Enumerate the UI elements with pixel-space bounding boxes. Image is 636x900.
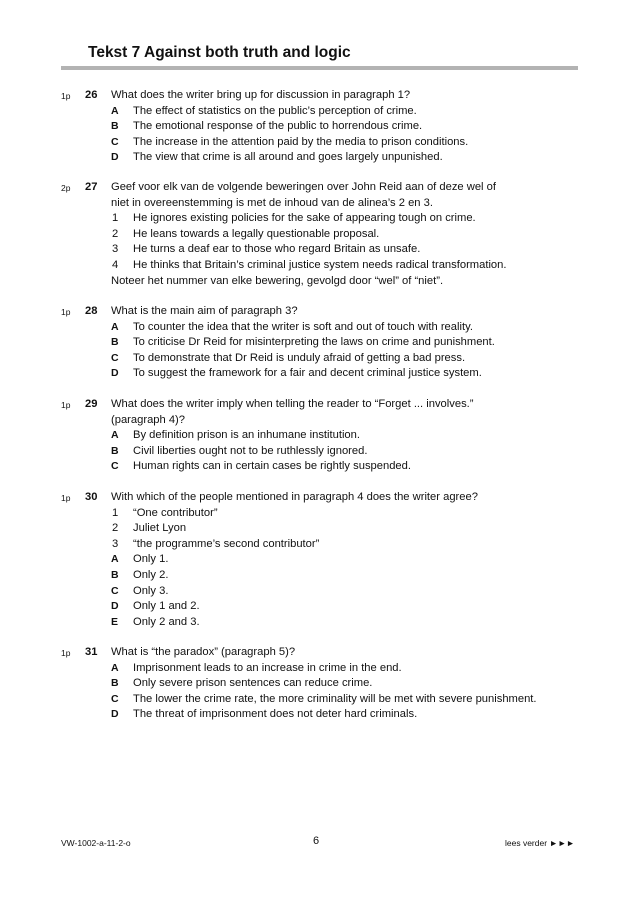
- question-number: 30: [85, 491, 98, 503]
- question-points: 1p: [61, 648, 71, 658]
- option-d: D The view that crime is all around and goes largely unpunished.: [111, 151, 443, 164]
- question-number: 31: [85, 646, 98, 658]
- question-points: 1p: [61, 91, 71, 101]
- question-number: 26: [85, 89, 98, 101]
- statement-4: 4 He thinks that Britain’s criminal justice system needs radical transformation.: [112, 258, 507, 271]
- statement-2: 2 He leans towards a legally questionable proposal.: [112, 227, 380, 240]
- question-stem-line: What does the writer imply when telling the reader to “Forget ... involves.”: [111, 398, 474, 410]
- statement-1: 1 He ignores existing policies for the sake of appearing tough on crime.: [112, 212, 476, 225]
- statement-3: 3 He turns a deaf ear to those who regard Britain as unsafe.: [112, 243, 421, 256]
- person-2: 2 Juliet Lyon: [112, 522, 187, 535]
- question-stem: What is the main aim of paragraph 3?: [111, 305, 298, 317]
- person-3: 3 “the programme’s second contributor”: [112, 537, 320, 550]
- question-number: 27: [85, 181, 98, 193]
- exam-code: VW-1002-a-11-2-o: [61, 838, 131, 848]
- option-a: A Only 1.: [111, 553, 169, 566]
- option-b: B Only 2.: [111, 568, 169, 581]
- option-a: A To counter the idea that the writer is soft and out of touch with reality.: [111, 320, 473, 333]
- option-d: D The threat of imprisonment does not deter hard criminals.: [111, 708, 418, 721]
- title-divider: [61, 66, 578, 70]
- option-c: C Human rights can in certain cases be rightly suspended.: [111, 460, 411, 473]
- question-stem: With which of the people mentioned in paragraph 4 does the writer agree?: [111, 491, 478, 503]
- option-c: C The lower the crime rate, the more criminality will be met with severe punishment.: [111, 692, 537, 705]
- question-stem: What does the writer bring up for discussion in paragraph 1?: [111, 89, 411, 101]
- option-d: D Only 1 and 2.: [111, 600, 200, 613]
- question-number: 29: [85, 398, 98, 410]
- option-a: A By definition prison is an inhumane institution.: [111, 429, 360, 442]
- continue-note: lees verder ►►►: [505, 838, 575, 848]
- question-points: 1p: [61, 400, 71, 410]
- question-stem-line: (paragraph 4)?: [111, 413, 186, 426]
- option-a: A The effect of statistics on the public’s perception of crime.: [111, 104, 417, 117]
- person-1: 1 “One contributor”: [112, 506, 218, 519]
- page-title: Tekst 7 Against both truth and logic: [88, 44, 351, 61]
- question-instruction: Noteer het nummer van elke bewering, gevolgd door “wel” of “niet”.: [111, 274, 444, 287]
- question-points: 2p: [61, 183, 71, 193]
- option-b: B Civil liberties ought not to be ruthlessly ignored.: [111, 444, 368, 457]
- question-points: 1p: [61, 493, 71, 503]
- option-b: B Only severe prison sentences can reduce crime.: [111, 677, 373, 690]
- question-stem-line: niet in overeenstemming is met de inhoud van de alinea’s 2 en 3.: [111, 196, 433, 209]
- option-c: C To demonstrate that Dr Reid is unduly afraid of getting a bad press.: [111, 351, 466, 364]
- question-stem-line: Geef voor elk van de volgende beweringen over John Reid aan of deze wel of: [111, 181, 496, 193]
- page-number: 6: [313, 835, 320, 847]
- option-d: D To suggest the framework for a fair and decent criminal justice system.: [111, 367, 482, 380]
- option-e: E Only 2 and 3.: [111, 615, 200, 628]
- option-a: A Imprisonment leads to an increase in crime in the end.: [111, 661, 402, 674]
- option-c: C Only 3.: [111, 584, 169, 597]
- question-stem: What is “the paradox” (paragraph 5)?: [111, 646, 296, 658]
- option-b: B To criticise Dr Reid for misinterpreting the laws on crime and punishment.: [111, 336, 495, 349]
- option-b: B The emotional response of the public to horrendous crime.: [111, 120, 423, 133]
- question-points: 1p: [61, 307, 71, 317]
- question-number: 28: [85, 305, 98, 317]
- option-c: C The increase in the attention paid by the media to prison conditions.: [111, 135, 469, 148]
